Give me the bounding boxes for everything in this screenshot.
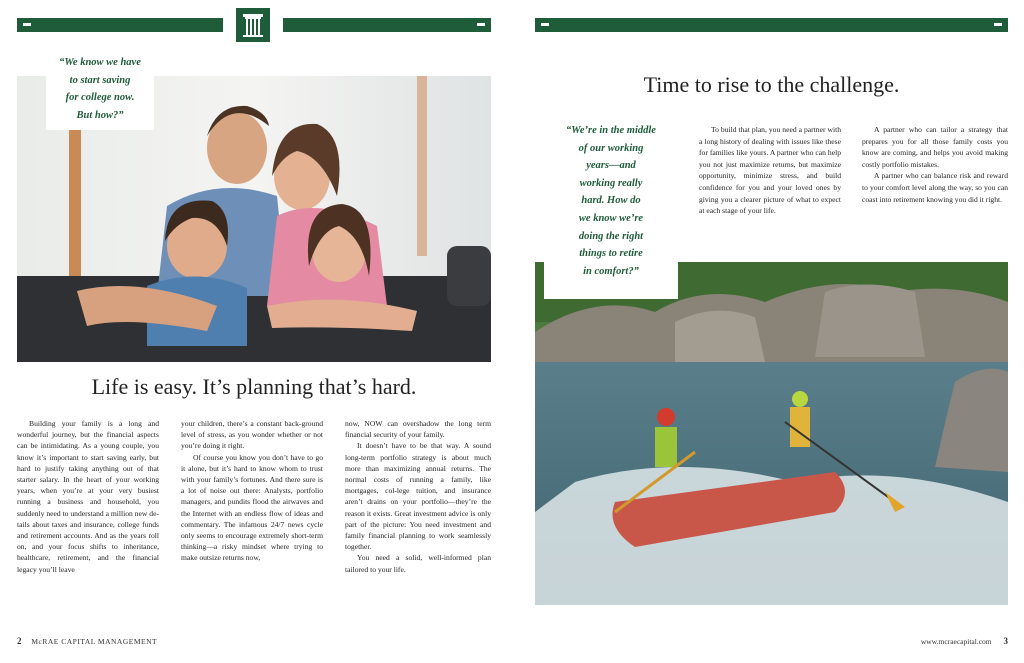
body-paragraph: A partner who can tailor a strategy that prepares you for all those family costs you know are coming, and helps you avoid making costly portfolio mistakes. (862, 125, 1008, 169)
quote-line: things to retire (579, 248, 643, 260)
header-rule-left-1 (17, 18, 223, 32)
quote-line: in comfort?” (583, 265, 639, 277)
body-paragraph: Of course you know you don’t have to go it alone, but it’s hard to know whom to trust with your family’s fortunes. And there sure is a lot of noise out there: Analysts, portfolio managers, and pundits flood the airwaves and the Internet with an endless flow of ideas and commentary. The infamous 24/7 news cycle only seems to encourage extremely short-term thinking—a risky mindset where trying to make outsize returns now, (181, 452, 323, 563)
website-link[interactable]: www.mcraecapital.com (920, 637, 992, 646)
header-rule-right (535, 18, 1008, 32)
column-logo-icon (236, 8, 270, 42)
left-body-col-2 (181, 418, 323, 564)
quote-line: hard. How do (581, 195, 641, 207)
quote-line: But how?” (76, 109, 124, 121)
left-heading: Life is easy. It’s planning that’s hard. (91, 374, 417, 399)
quote-line: to start saving (69, 74, 131, 86)
body-paragraph: your children, there’s a constant back-ground level of stress, as you wonder whether or not you’re doing it right. (181, 419, 323, 451)
quote-line: “We know we have (59, 57, 141, 68)
right-heading: Time to rise to the challenge. (643, 72, 900, 97)
quote-line: “We’re in the middle (566, 125, 656, 136)
quote-line: years—and (586, 160, 636, 172)
body-paragraph: To build that plan, you need a partner with a long history of dealing with issues like these for families like yours. A partner who can help you not just maximize returns, but maximize opportunity, minimize stress, and build confidence for you and your loved ones by giving you a clearer picture of what to expect at each stage of your life. (699, 125, 841, 216)
left-body-col-3 (345, 418, 491, 575)
body-paragraph: A partner who can balance risk and reward to your comfort level along the way, so you can coast into retirement knowing you did it right. (862, 171, 1008, 204)
right-body-col-1 (699, 124, 841, 217)
left-pull-quote (46, 52, 154, 130)
quote-line: for college now. (65, 92, 135, 103)
quote-line: we know we’re (578, 212, 644, 224)
left-body-col-1 (17, 418, 159, 575)
quote-line: doing the right (578, 230, 644, 242)
quote-line: working really (579, 177, 643, 189)
company-name: McRAE CAPITAL MANAGEMENT (31, 637, 158, 646)
body-paragraph: now, NOW can overshadow the long term financial security of your family. (345, 419, 491, 440)
left-footer (17, 636, 157, 646)
right-body-col-2 (862, 124, 1008, 205)
header-rule-left-2 (283, 18, 491, 32)
right-footer (921, 636, 1008, 646)
page-number: 2 (17, 636, 22, 646)
body-paragraph: It doesn’t have to be that way. A sound long-term portfolio strategy is about much more than maximizing annual returns. The normal costs of running a family, like mortgages, col-lege tuition, and insurance aren’t drains on your portfolio—they’re the reason it exists. Great investment advice is only part of the picture: You need investment and family financial planning to work seamlessly together. (345, 441, 491, 552)
body-paragraph: Building your family is a long and wonderful journey, but the financial aspects can be intimidating. As a young couple, you know it’s important to start saving early, but hard to justify taking anything out of that starter salary. In the heart of your working years, when you’re at your very busiest running a business and household, you suddenly need to understand a million new de-tails about taxes and insurance, college funds and retirement accounts. And as the years roll on, and your focus shifts to inheritance, healthcare, retirement, and the financial legacy you’ll leave (17, 419, 159, 574)
body-paragraph: You need a solid, well-informed plan tailored to your life. (345, 553, 491, 574)
page-number: 3 (1003, 636, 1008, 646)
right-pull-quote (544, 118, 678, 299)
quote-line: of our working (578, 142, 644, 154)
rafting-photo (535, 262, 1008, 605)
